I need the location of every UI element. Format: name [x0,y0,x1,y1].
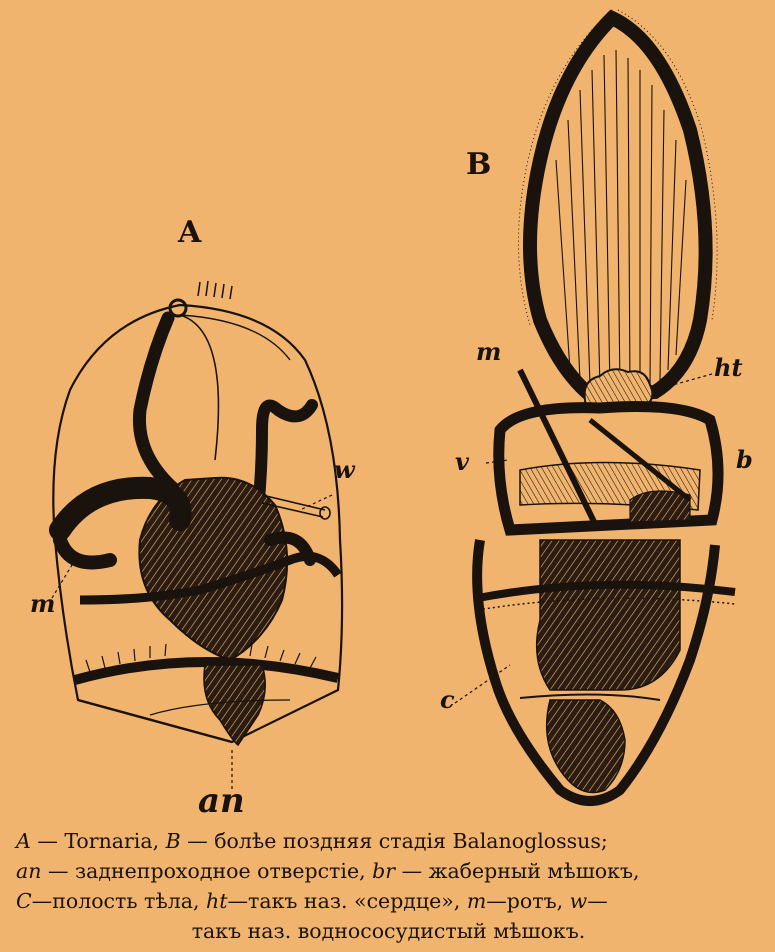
caption-line-1: A — Tornaria, B — болѣе поздняя стадія Balanoglossus; [16,829,608,853]
label-a: A [178,215,202,250]
apical-cilia [198,281,232,299]
label-m-a: m [30,589,56,618]
caption-line-3: C—полость тѣла, ht—такъ наз. «сердце», m—ротъ, w— [16,889,608,913]
caption-key-an: an [16,859,42,883]
label-c: c [440,685,455,714]
caption-key-ht: ht [206,889,228,913]
figure-caption [16,826,761,946]
label-an: an [198,781,245,821]
caption-line-4: такъ наз. воднососудистый мѣшокъ. [191,919,586,943]
caption-key-b: B [165,829,181,853]
caption-key-br: br [372,859,396,883]
posterior-gut [547,700,625,793]
label-b: B [466,147,492,182]
caption-line-2: an — заднепроходное отверстіе, br — жаберный мѣшокъ, [16,859,640,883]
tornaria-hindgut [204,665,265,745]
ciliated-band-right [258,405,312,510]
label-w: w [334,455,355,484]
caption-key-w: w [569,889,588,913]
gill-region [537,540,680,690]
caption-key-c: C [16,889,32,913]
caption-key-m: m [466,889,487,913]
label-b-small: b [736,445,753,474]
label-v: v [455,447,469,476]
ciliated-band-left [139,318,175,490]
caption-key-a: A [16,829,31,853]
label-ht: ht [714,353,743,382]
drawing-b-later-stage [455,10,735,801]
label-m-b: m [476,337,502,366]
drawing-a-tornaria [52,281,342,790]
